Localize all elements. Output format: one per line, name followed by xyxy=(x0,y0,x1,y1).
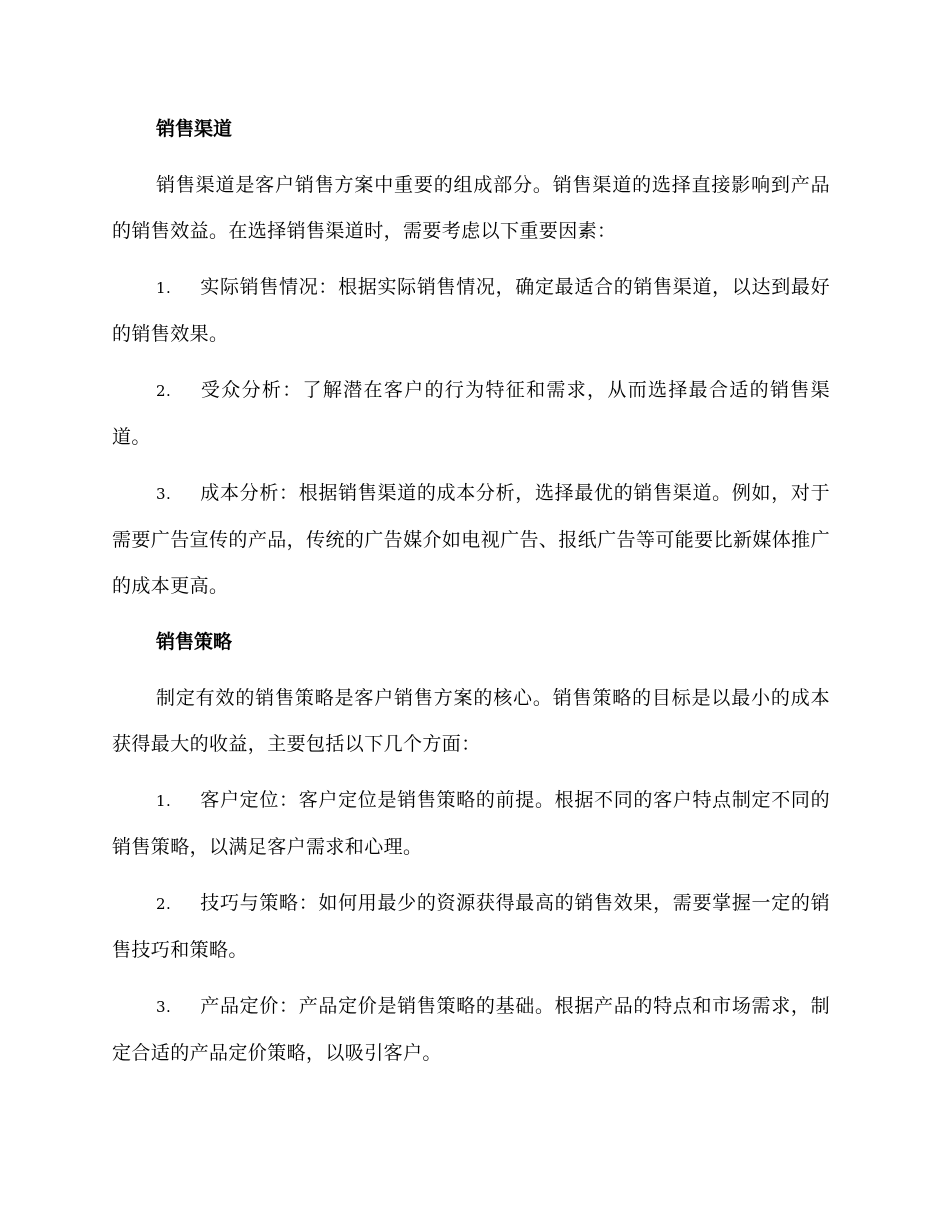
list-item-text: 成本分析：根据销售渠道的成本分析，选择最优的销售渠道。例如，对于需要广告宣传的产品，传统的广告媒介如电视广告、报纸广告等可能要比新媒体推广的成本更高。 xyxy=(112,482,830,597)
list-item xyxy=(112,264,830,357)
section-intro-sales-channels: 销售渠道是客户销售方案中重要的组成部分。销售渠道的选择直接影响到产品的销售效益。在选择销售渠道时，需要考虑以下重要因素： xyxy=(112,174,830,242)
document-body xyxy=(112,106,830,1086)
list-item-number: 1. xyxy=(156,792,172,810)
list-item-number: 3. xyxy=(156,998,172,1016)
list-item-number: 2. xyxy=(156,895,172,913)
section-heading-sales-strategy: 销售策略 xyxy=(156,631,233,653)
list-item xyxy=(112,367,830,460)
list-item-number: 1. xyxy=(156,279,172,297)
list-item-text: 产品定价：产品定价是销售策略的基础。根据产品的特点和市场需求，制定合适的产品定价策略，以吸引客户。 xyxy=(112,995,830,1064)
list-item-text: 实际销售情况：根据实际销售情况，确定最适合的销售渠道，以达到最好的销售效果。 xyxy=(112,276,830,345)
list-item xyxy=(112,777,830,870)
list-item xyxy=(112,470,830,609)
list-item-number: 2. xyxy=(156,382,172,400)
list-item-text: 客户定位：客户定位是销售策略的前提。根据不同的客户特点制定不同的销售策略，以满足客户需求和心理。 xyxy=(112,789,830,858)
list-item-text: 受众分析：了解潜在客户的行为特征和需求，从而选择最合适的销售渠道。 xyxy=(112,379,830,448)
list-item xyxy=(112,880,830,973)
section-intro-sales-strategy: 制定有效的销售策略是客户销售方案的核心。销售策略的目标是以最小的成本获得最大的收益，主要包括以下几个方面： xyxy=(112,687,830,755)
list-item-text: 技巧与策略：如何用最少的资源获得最高的销售效果，需要掌握一定的销售技巧和策略。 xyxy=(112,892,830,961)
section-heading-sales-channels: 销售渠道 xyxy=(156,118,233,140)
list-item-number: 3. xyxy=(156,485,172,503)
list-item xyxy=(112,983,830,1076)
